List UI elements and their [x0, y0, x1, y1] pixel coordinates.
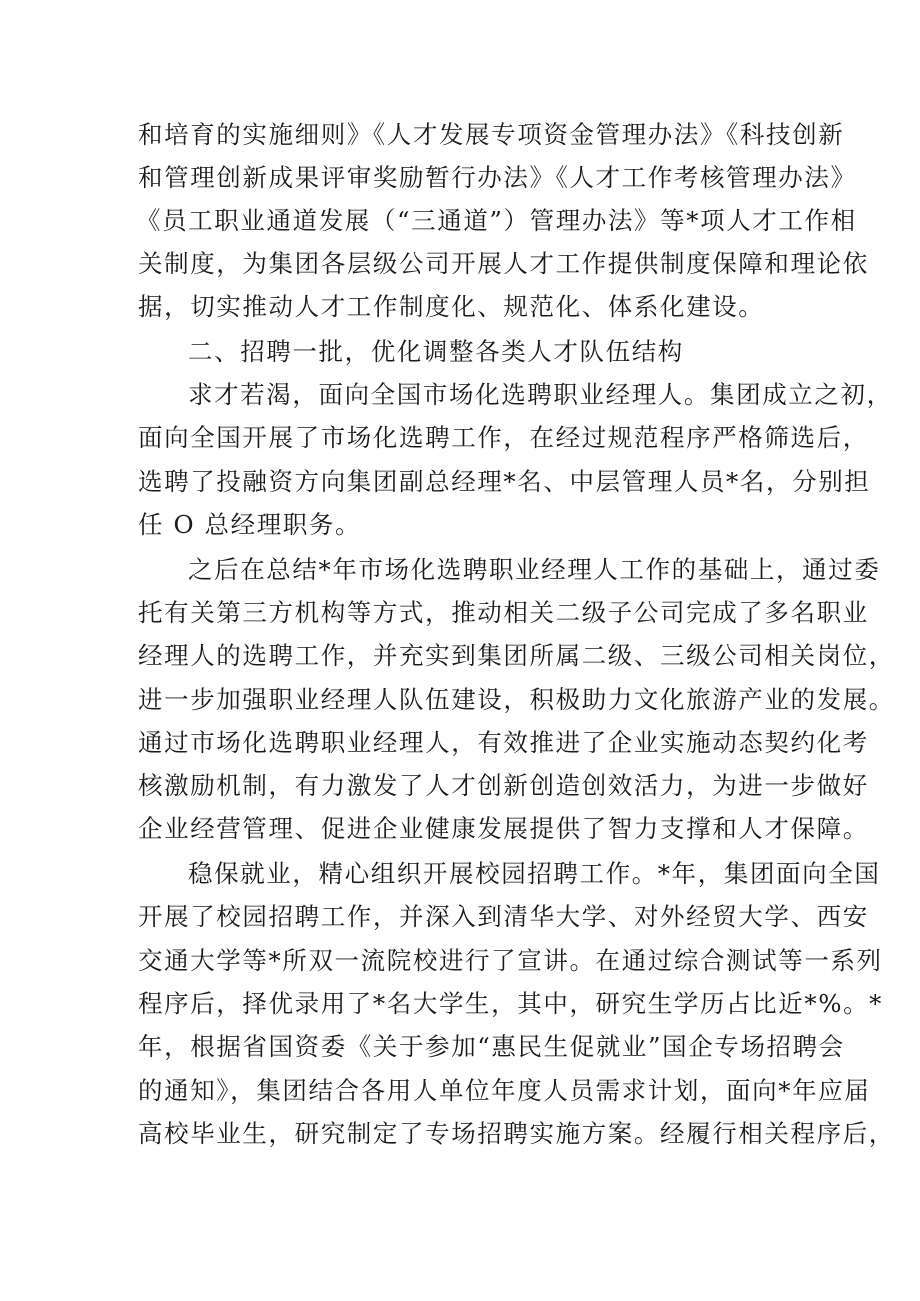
body-text-line: 的通知》，集团结合各用人单位年度人员需求计划，面向*年应届 [138, 1076, 871, 1105]
body-text-line: 关制度，为集团各层级公司开展人才工作提供制度保障和理论依 [138, 249, 869, 278]
body-text-line: 托有关第三方机构等方式，推动相关二级子公司完成了多名职业 [138, 598, 869, 627]
body-text-line: 面向全国开展了市场化选聘工作，在经过规范程序严格筛选后， [138, 423, 869, 452]
body-text-line: 核激励机制，有力激发了人才创新创造创效活力，为进一步做好 [138, 771, 869, 800]
body-text-line: 通过市场化选聘职业经理人，有效推进了企业实施动态契约化考 [138, 728, 869, 757]
body-text-line: 进一步加强职业经理人队伍建设，积极助力文化旅游产业的发展。 [138, 685, 895, 714]
body-text-line: 之后在总结*年市场化选聘职业经理人工作的基础上，通过委 [188, 555, 881, 584]
body-text-line: 任 O 总经理职务。 [138, 510, 362, 539]
body-text-line: 程序后，择优录用了*名大学生，其中，研究生学历占比近*%。* [138, 989, 884, 1018]
body-text-line: 求才若渴，面向全国市场化选聘职业经理人。集团成立之初， [188, 380, 893, 409]
body-text-line: 经理人的选聘工作，并充实到集团所属二级、三级公司相关岗位， [138, 641, 895, 670]
body-text-line: 和管理创新成果评审奖励暂行办法》《人才工作考核管理办法》 [138, 163, 857, 192]
body-text-line: 稳保就业，精心组织开展校园招聘工作。*年，集团面向全国 [188, 859, 881, 888]
body-text-line: 开展了校园招聘工作，并深入到清华大学、对外经贸大学、西安 [138, 902, 869, 931]
body-text-line: 企业经营管理、促进企业健康发展提供了智力支撑和人才保障。 [138, 814, 869, 843]
body-text-line: 选聘了投融资方向集团副总经理*名、中层管理人员*名，分别担 [138, 467, 871, 496]
body-text-line: 交通大学等*所双一流院校进行了宣讲。在通过综合测试等一系列 [138, 946, 883, 975]
body-text-line: 和培育的实施细则》《人才发展专项资金管理办法》《科技创新 [138, 120, 845, 149]
body-text-line: 据，切实推动人才工作制度化、规范化、体系化建设。 [138, 292, 765, 321]
section-heading: 二、招聘一批，优化调整各类人才队伍结构 [188, 337, 684, 366]
body-text-line: 年，根据省国资委《关于参加“惠民生促就业”国企专场招聘会 [138, 1032, 845, 1061]
body-text-line: 《员工职业通道发展（“三通道”）管理办法》等*项人才工作相 [136, 206, 857, 235]
body-text-line: 高校毕业生，研究制定了专场招聘实施方案。经履行相关程序后， [138, 1119, 895, 1148]
